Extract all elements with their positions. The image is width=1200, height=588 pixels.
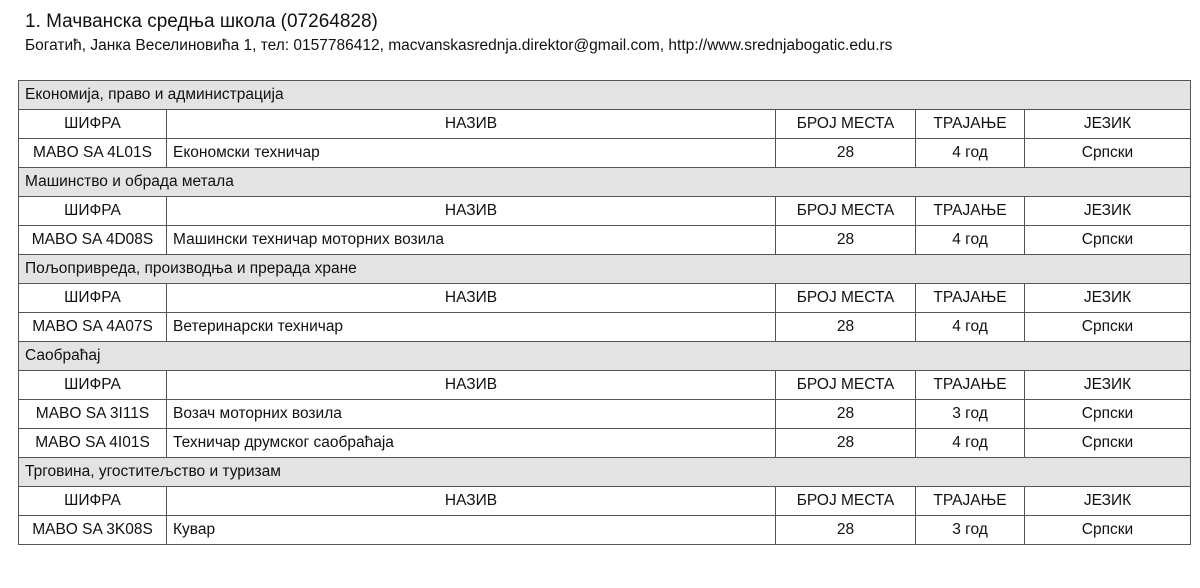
table-row <box>19 516 1191 545</box>
programs-table <box>18 80 1191 545</box>
column-header-name: НАЗИВ <box>167 487 776 516</box>
cell-language: Српски <box>1025 400 1191 429</box>
column-header-code: ШИФРА <box>19 487 167 516</box>
section-title: Пољопривреда, производња и прерада хране <box>19 255 1191 284</box>
column-header-language: ЈЕЗИК <box>1025 110 1191 139</box>
column-header-row <box>19 371 1191 400</box>
column-header-code: ШИФРА <box>19 371 167 400</box>
cell-code: MABO SA 3I11S <box>19 400 167 429</box>
table-row <box>19 226 1191 255</box>
column-header-row <box>19 110 1191 139</box>
school-title: 1. Мачванска средња школа (07264828) <box>25 11 378 32</box>
column-header-duration: ТРАЈАЊЕ <box>916 371 1025 400</box>
section-title: Трговина, угоститељство и туризам <box>19 458 1191 487</box>
cell-code: MABO SA 4D08S <box>19 226 167 255</box>
section-row <box>19 255 1191 284</box>
column-header-name: НАЗИВ <box>167 284 776 313</box>
school-contact-info: Богатић, Јанка Веселиновића 1, тел: 0157786412, macvanskasrednja.direktor@gmail.com, http://www.srednjabogatic.edu.rs <box>25 37 893 54</box>
column-header-name: НАЗИВ <box>167 197 776 226</box>
cell-places: 28 <box>776 226 916 255</box>
table-row <box>19 400 1191 429</box>
column-header-places: БРОЈ МЕСТА <box>776 197 916 226</box>
cell-name: Кувар <box>167 516 776 545</box>
column-header-duration: ТРАЈАЊЕ <box>916 110 1025 139</box>
cell-places: 28 <box>776 516 916 545</box>
column-header-code: ШИФРА <box>19 197 167 226</box>
section-row <box>19 81 1191 110</box>
cell-places: 28 <box>776 400 916 429</box>
table-row <box>19 139 1191 168</box>
column-header-code: ШИФРА <box>19 110 167 139</box>
section-row <box>19 458 1191 487</box>
cell-code: MABO SA 4A07S <box>19 313 167 342</box>
cell-duration: 3 год <box>916 516 1025 545</box>
section-title: Саобраћај <box>19 342 1191 371</box>
programs-table-body <box>19 81 1191 545</box>
column-header-language: ЈЕЗИК <box>1025 487 1191 516</box>
cell-duration: 4 год <box>916 226 1025 255</box>
section-title: Машинство и обрада метала <box>19 168 1191 197</box>
column-header-name: НАЗИВ <box>167 110 776 139</box>
column-header-row <box>19 284 1191 313</box>
table-row <box>19 429 1191 458</box>
cell-duration: 4 год <box>916 139 1025 168</box>
cell-duration: 4 год <box>916 429 1025 458</box>
cell-name: Економски техничар <box>167 139 776 168</box>
section-title: Економија, право и администрација <box>19 81 1191 110</box>
cell-places: 28 <box>776 429 916 458</box>
section-row <box>19 168 1191 197</box>
column-header-code: ШИФРА <box>19 284 167 313</box>
cell-language: Српски <box>1025 516 1191 545</box>
cell-language: Српски <box>1025 139 1191 168</box>
column-header-name: НАЗИВ <box>167 371 776 400</box>
cell-places: 28 <box>776 313 916 342</box>
section-row <box>19 342 1191 371</box>
column-header-duration: ТРАЈАЊЕ <box>916 487 1025 516</box>
cell-name: Ветеринарски техничар <box>167 313 776 342</box>
cell-duration: 3 год <box>916 400 1025 429</box>
column-header-row <box>19 487 1191 516</box>
column-header-places: БРОЈ МЕСТА <box>776 110 916 139</box>
column-header-language: ЈЕЗИК <box>1025 197 1191 226</box>
column-header-places: БРОЈ МЕСТА <box>776 487 916 516</box>
table-row <box>19 313 1191 342</box>
column-header-language: ЈЕЗИК <box>1025 371 1191 400</box>
cell-code: MABO SA 4L01S <box>19 139 167 168</box>
column-header-row <box>19 197 1191 226</box>
cell-places: 28 <box>776 139 916 168</box>
cell-name: Возач моторних возила <box>167 400 776 429</box>
cell-code: MABO SA 4I01S <box>19 429 167 458</box>
column-header-places: БРОЈ МЕСТА <box>776 284 916 313</box>
cell-name: Машински техничар моторних возила <box>167 226 776 255</box>
cell-code: MABO SA 3K08S <box>19 516 167 545</box>
column-header-places: БРОЈ МЕСТА <box>776 371 916 400</box>
column-header-duration: ТРАЈАЊЕ <box>916 197 1025 226</box>
cell-language: Српски <box>1025 226 1191 255</box>
cell-name: Техничар друмског саобраћаја <box>167 429 776 458</box>
column-header-duration: ТРАЈАЊЕ <box>916 284 1025 313</box>
column-header-language: ЈЕЗИК <box>1025 284 1191 313</box>
cell-duration: 4 год <box>916 313 1025 342</box>
cell-language: Српски <box>1025 313 1191 342</box>
cell-language: Српски <box>1025 429 1191 458</box>
